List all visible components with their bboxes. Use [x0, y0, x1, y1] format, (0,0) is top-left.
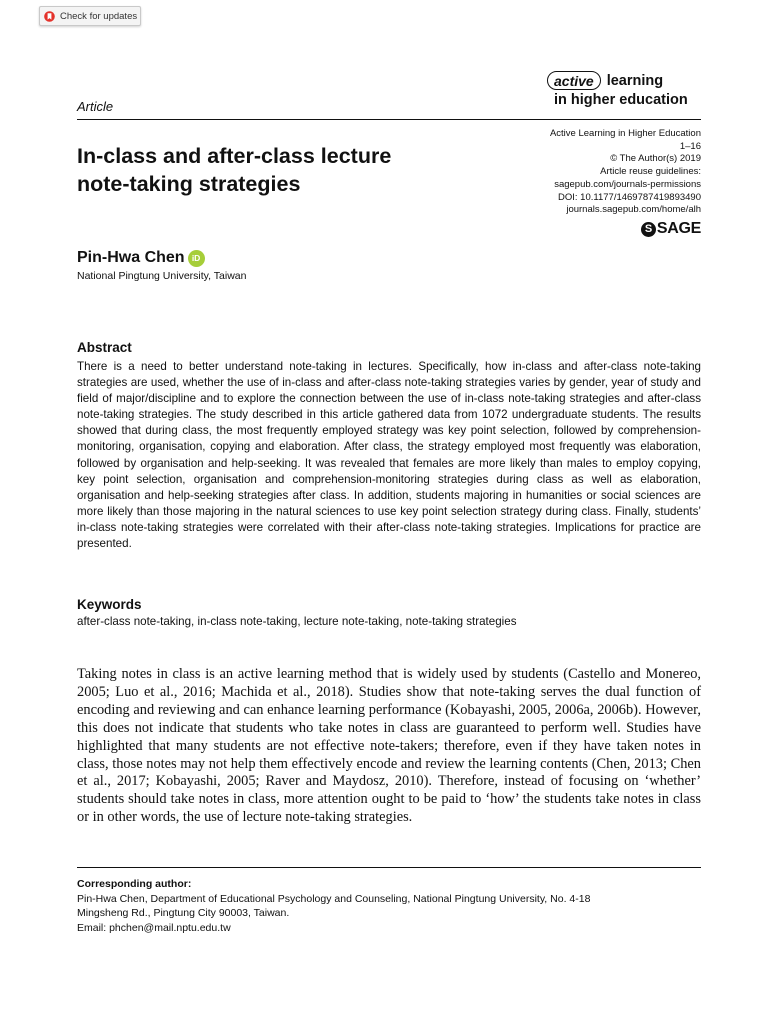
reuse-guidelines-label: Article reuse guidelines: — [600, 166, 701, 178]
publisher-logo — [641, 220, 701, 238]
abstract-text: There is a need to better understand note-taking in lectures. Specifically, how in-class and after-class note-taking strategies are used, whether the use of in-class and after-class note-taking strategies varies by gender, year of study and field of major/discipline and to explore the connection between the use of in-class note-taking strategies and after-class note-taking strategies. The study described in this article gathered data from 1072 undergraduate students. The results showed that during class, the most frequently employed strategy was key point selection, followed by comprehension-monitoring, organisation, copying and elaboration. After class, the strategy employed most frequently was elaboration, followed by organisation and help-seeking. It was revealed that females are more likely than males to employ copying, key point selection, organisation and comprehension-monitoring strategies during class as well as elaboration, organisation and help-seeking strategies after class. In addition, students majoring in humanities or social sciences are more likely than those majoring in the natural sciences to use key point selection strategy during class. Finally, students’ in-class note-taking strategies were correlated with their after-class note-taking strategies. Implications for practice are presented. — [77, 360, 701, 551]
corresponding-author-email[interactable]: Email: phchen@mail.nptu.edu.tw — [77, 921, 231, 934]
corresponding-author-line-1: Pin-Hwa Chen, Department of Educational Psychology and Counseling, National Pingtung University, No. 4-18 — [77, 892, 591, 905]
title-line-1: In-class and after-class lecture — [77, 144, 392, 168]
corresponding-author-note — [77, 877, 701, 935]
logo-active-word: active — [547, 71, 601, 90]
check-for-updates-button[interactable] — [39, 6, 141, 26]
body-paragraph: Taking notes in class is an active learning method that is widely used by students (Castello and Monereo, 2005; Luo et al., 2016; Machida et al., 2018). Studies show that note-taking serves the dual function of encoding and reviewing and can enhance learning performance (Kobayashi, 2005, 2006a, 2006b). However, this does not indicate that students who take notes in class are guaranteed to perform well. Studies have highlighted that many students are not effective note-takers; therefore, even if they have taken notes in class, those notes may not help them effectively encode and review the learning contents (Chen, 2013; Chen et al., 2017; Kobayashi, 2005; Raver and Maydosz, 2010). Therefore, instead of focusing on ‘whether’ students should take notes in class, more attention ought to be paid to ‘how’ the students take notes in class or in other words, the use of lecture note-taking strategies. — [77, 666, 701, 826]
permissions-link[interactable]: sagepub.com/journals-permissions — [554, 178, 701, 190]
copyright: © The Author(s) 2019 — [610, 153, 701, 165]
abstract-heading: Abstract — [77, 340, 132, 355]
footnote-rule — [77, 867, 701, 868]
publisher-name: SAGE — [656, 220, 701, 237]
author-name: Pin-Hwa Chen — [77, 249, 185, 266]
doi-link[interactable]: DOI: 10.1177/1469787419893490 — [558, 191, 701, 203]
check-for-updates-label: Check for updates — [60, 10, 138, 22]
logo-learning-word: learning — [606, 72, 664, 89]
author-affiliation: National Pingtung University, Taiwan — [77, 270, 247, 282]
article-type-label: Article — [77, 99, 114, 114]
title-line-2: note-taking strategies — [77, 172, 301, 196]
journal-home-link[interactable]: journals.sagepub.com/home/alh — [566, 204, 701, 216]
journal-metadata — [441, 128, 701, 217]
header-rule — [77, 119, 701, 120]
page-range: 1–16 — [679, 140, 701, 152]
journal-name: Active Learning in Higher Education — [549, 128, 701, 139]
author-block — [77, 249, 205, 267]
corresponding-author-heading: Corresponding author: — [77, 878, 192, 890]
bookmark-update-icon — [44, 10, 55, 23]
keywords-heading: Keywords — [77, 597, 142, 612]
sage-mark-icon: S — [641, 222, 656, 237]
corresponding-author-line-2: Mingsheng Rd., Pingtung City 90003, Taiwan. — [77, 907, 290, 919]
keywords-text: after-class note-taking, in-class note-taking, lecture note-taking, note-taking strategies — [77, 615, 517, 628]
orcid-icon[interactable]: iD — [188, 250, 205, 267]
journal-logo — [547, 70, 703, 110]
logo-subtitle: in higher education — [554, 92, 688, 108]
